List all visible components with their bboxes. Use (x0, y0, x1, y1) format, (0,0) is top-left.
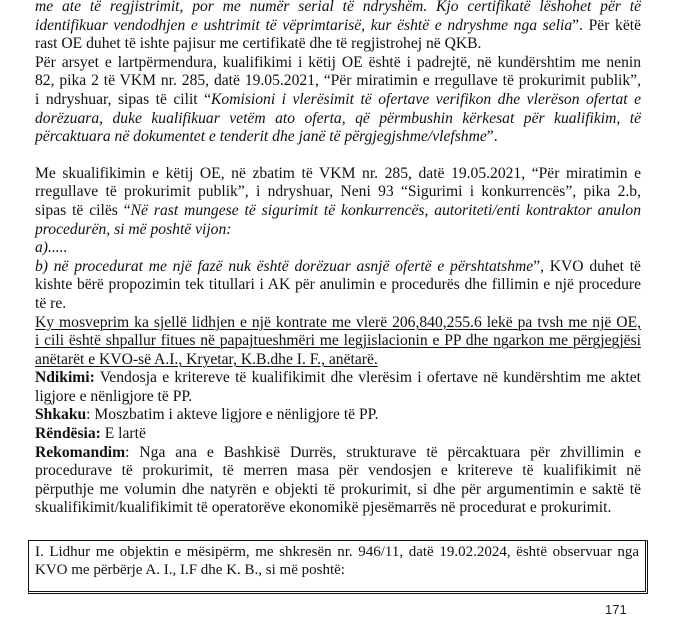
text-line: 82, pika 2 të VKM nr. 285, datë 19.05.2021, “Për miratimin e rregullave të prokurimit publik”, (35, 72, 641, 90)
text-fragment: sipas të cilës “ (35, 201, 131, 219)
impact-line (35, 369, 641, 388)
box-text-line: I. Lidhur me objektin e mësipërm, me shkresën nr. 946/11, datë 19.02.2024, është observuar nga (35, 544, 639, 560)
recommendation-text: : Nga ana e Bashkisë Durrës, strukturave të përcaktuara për zhvillimin e (125, 443, 641, 461)
text-line (35, 91, 641, 110)
paragraph-contract-consequence (35, 314, 641, 370)
paragraph-qualification (35, 54, 641, 147)
quote-text: identifikuar vendodhjen e ushtrimit të vëprimtarisë, kur është e ndryshme nga selia (35, 16, 573, 34)
paragraph-gap (35, 147, 641, 165)
text-line: Për arsyet e lartpërmendura, kualifikimi i këtij OE është i padrejtë, në kundërshtim me nenin (35, 53, 641, 71)
severity-label: Rëndësia: (35, 425, 101, 443)
text-line (35, 17, 641, 36)
text-line: me ate të regjistrimit, por me numër serial të ndryshëm. Kjo certifikatë lëshohet për të (35, 0, 641, 15)
severity-line (35, 425, 641, 444)
quote-line: procedurën, si më poshtë vijon: (35, 220, 232, 238)
recommendation-line: skualifikimit/kualifikimit të operatorëve ekonomikë pjesëmarrës në procedurat e prokurimit. (35, 499, 612, 517)
recommendation-line: procedurave të prokurimit, të merren masa për vendosjen e kritereve të kualifikimit në (35, 462, 641, 480)
text-fragment: ”. Për këtë (572, 16, 642, 34)
cause-line (35, 406, 641, 425)
text-line: kishte bërë propozimin tek titullari i AK për anulimin e procedurës dhe fillimin e një procedure (35, 276, 641, 294)
cause-text: : Moszbatim i akteve ligjore e nënligjore të PP. (86, 406, 379, 424)
text-line: të re. (35, 294, 67, 312)
findings-section (35, 369, 641, 518)
impact-label: Ndikimi: (35, 369, 95, 387)
impact-text: Vendosja e kritereve të kualifikimit dhe vlerësim i ofertave në kundërshtim me aktet (94, 369, 641, 387)
paragraph-certificate (35, 0, 641, 54)
underlined-line: i cili është shpallur fitues në papajtueshmëri me legjislacionin e PP dhe ngarkon me përgjegjësi (35, 332, 641, 350)
text-fragment: ”, KVO duhet të (533, 257, 641, 275)
document-page (35, 0, 641, 518)
list-item-a: a)..... (35, 239, 68, 257)
cause-label: Shkaku (35, 406, 87, 424)
text-line (35, 351, 641, 370)
text-line (35, 128, 641, 147)
text-line: rast OE duhet të ishte pajisur me certifikatë dhe të regjistrohej në QKB. (35, 35, 482, 53)
text-line: rregullave të prokurimit publik”, i ndryshuar, Neni 93 “Sigurimi i konkurrencës”, pika 2.b, (35, 183, 641, 201)
text-line (35, 202, 641, 221)
text-fragment: ”. (486, 128, 498, 146)
quote-text: b) në procedurat me një fazë nuk është dorëzuar asnjë ofertë e përshtatshme (35, 257, 534, 275)
recommendation-line: përputhje me volumin dhe natyrën e objekti të prokurimit, si dhe për argumentimin e saktë të (35, 480, 641, 498)
underlined-text: anëtarët e KVO-së A.I., Kryetar, K.B.dhe I. F., anëtarë. (35, 350, 378, 368)
quote-text: Në rast mungese të sigurimit të konkurrencës, autoriteti/enti kontraktor anulon (130, 201, 641, 219)
underlined-line: Ky mosveprim ka sjellë lidhjen e një kontrate me vlerë 206,840,255.6 lekë pa tvsh me një OE, (35, 313, 641, 331)
boxed-note (28, 540, 648, 594)
paragraph-disqualification (35, 165, 641, 314)
quote-line: dorëzuara, duke kualifikuar vetëm ato oferta, që përmbushin kërkesat për kualifikim, të (35, 109, 641, 127)
quote-text: Komisioni i vlerësimit të ofertave verifikon dhe vlerëson ofertat e (211, 90, 641, 108)
list-item-b (35, 258, 641, 277)
severity-text: E lartë (100, 425, 146, 443)
text-fragment: i ndryshuar, sipas të cilit “ (35, 90, 212, 108)
recommendation-label: Rekomandim (35, 443, 126, 461)
text-line: Me skualifikimin e këtij OE, në zbatim të VKM nr. 285, datë 19.05.2021, “Për miratimin e (35, 164, 641, 182)
recommendation-line (35, 444, 641, 463)
box-text-line: KVO me përbërje A. I., I.F dhe K. B., si më poshtë: (35, 562, 345, 578)
impact-line: ligjore e nënligjore të PP. (35, 387, 193, 405)
quote-text: përcaktuara në dokumentet e tenderit dhe janë të përgjegjshme/vlefshme (35, 128, 487, 146)
page-number: 171 (605, 602, 627, 617)
